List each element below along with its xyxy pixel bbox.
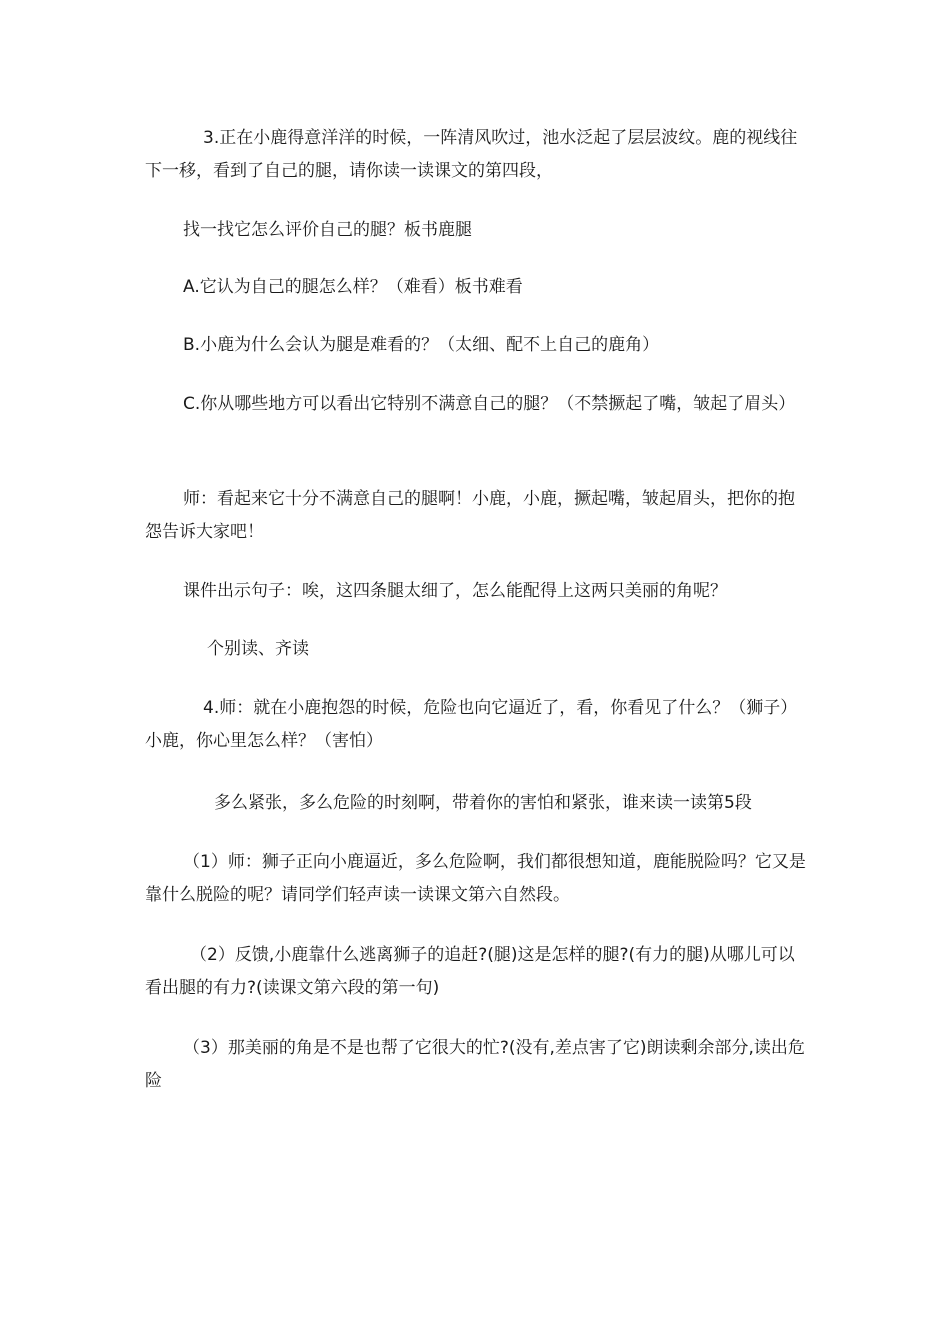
paragraph-question-a: A.它认为自己的腿怎么样？（难看）板书难看 [183,277,523,297]
paragraph-question-b: B.小鹿为什么会认为腿是难看的？（太细、配不上自己的鹿角） [183,335,660,355]
paragraph-step-2: （2）反馈,小鹿靠什么逃离狮子的追赶?(腿)这是怎样的腿?(有力的腿)从哪儿可以看出腿的有力?(读课文第六段的第一句) [145,945,795,998]
paragraph-reading-mode: 个别读、齐读 [207,639,309,659]
paragraph-4-danger: 4.师：就在小鹿抱怨的时候，危险也向它逼近了，看，你看见了什么？（狮子）小鹿，你心里怎么样？（害怕） [145,698,798,751]
paragraph-teacher-remark: 师：看起来它十分不满意自己的腿啊！小鹿，小鹿，撅起嘴，皱起眉头，把你的抱怨告诉大家吧！ [145,489,795,542]
paragraph-3-intro: 3.正在小鹿得意洋洋的时候，一阵清风吹过，池水泛起了层层波纹。鹿的视线往下一移，看到了自己的腿，请你读一读课文的第四段， [145,128,798,181]
paragraph-question-c: C.你从哪些地方可以看出它特别不满意自己的腿？（不禁撅起了嘴，皱起了眉头） [183,394,796,414]
paragraph-step-1: （1）师：狮子正向小鹿逼近，多么危险啊，我们都很想知道，鹿能脱险吗？它又是靠什么脱险的呢？请同学们轻声读一读课文第六自然段。 [145,852,806,905]
paragraph-read-section-5: 多么紧张，多么危险的时刻啊，带着你的害怕和紧张，谁来读一读第5段 [214,793,752,813]
paragraph-find-evaluation: 找一找它怎么评价自己的腿？板书鹿腿 [183,220,472,240]
paragraph-step-3: （3）那美丽的角是不是也帮了它很大的忙?(没有,差点害了它)朗读剩余部分,读出危险 [145,1038,805,1091]
paragraph-courseware-sentence: 课件出示句子：唉，这四条腿太细了，怎么能配得上这两只美丽的角呢？ [183,581,727,601]
